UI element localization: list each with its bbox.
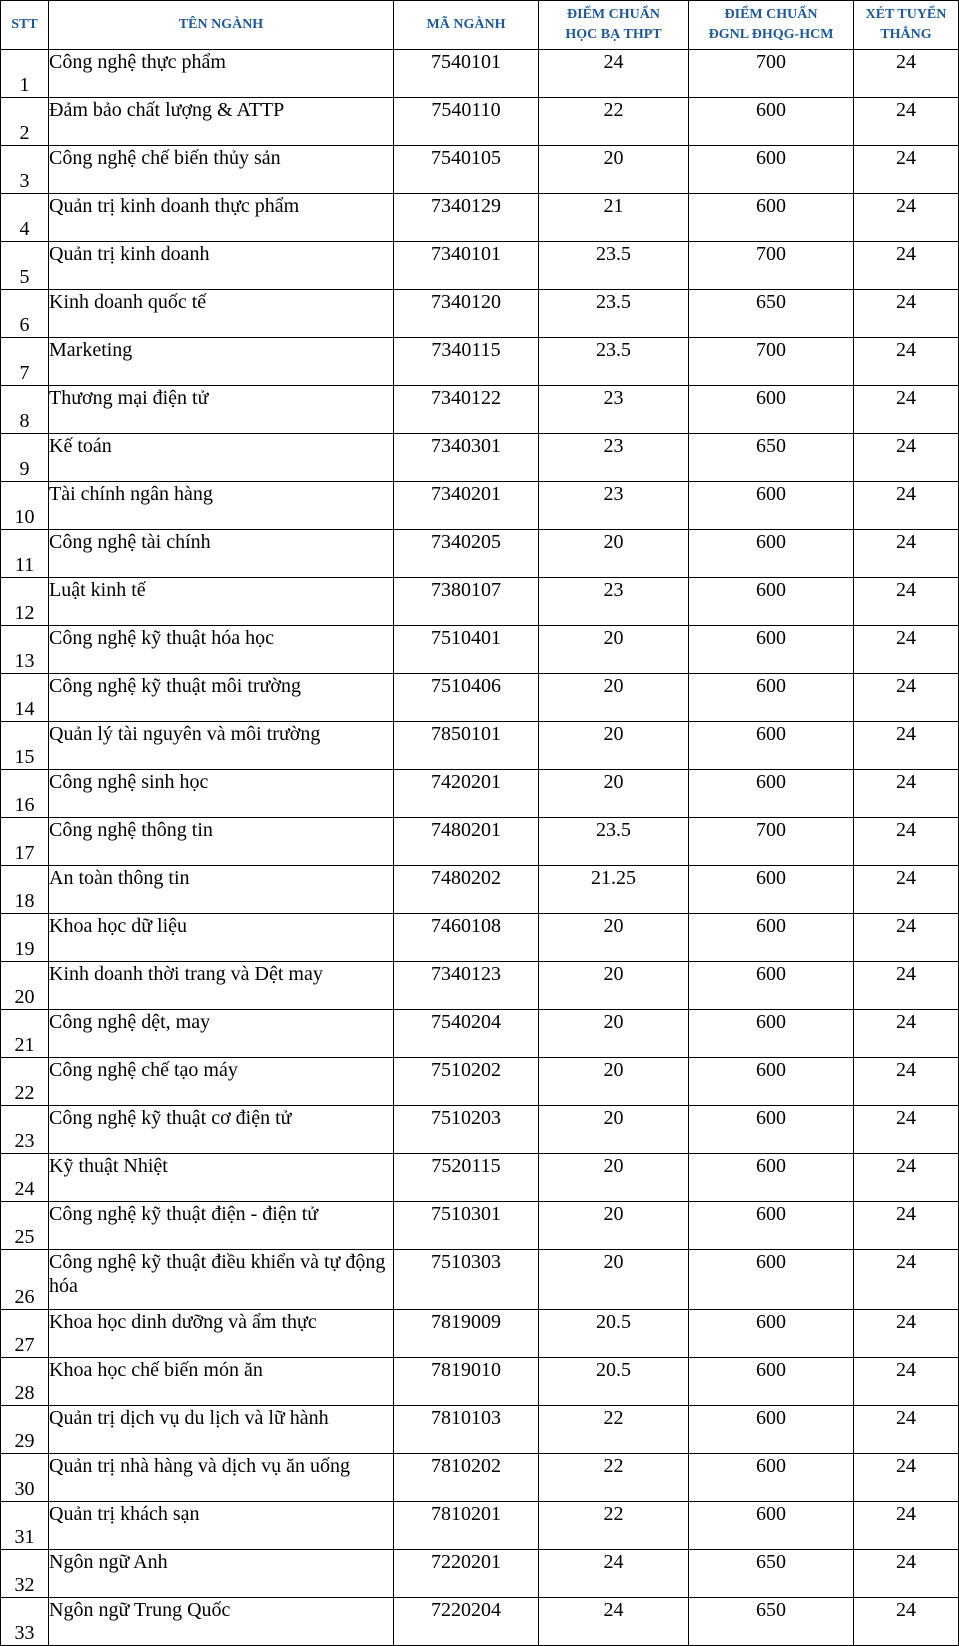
table-row [1, 1598, 959, 1646]
cell-major-code: 7480201 [394, 818, 539, 866]
cell-direct-admission: 24 [854, 290, 959, 338]
cell-hocba-score: 20 [539, 1058, 689, 1106]
cell-direct-admission: 24 [854, 482, 959, 530]
cell-major-name: Công nghệ dệt, may [49, 1010, 394, 1058]
table-row [1, 1250, 959, 1310]
cell-stt: 32 [1, 1550, 49, 1598]
cell-direct-admission: 24 [854, 1502, 959, 1550]
cell-direct-admission: 24 [854, 626, 959, 674]
cell-direct-admission: 24 [854, 1310, 959, 1358]
table-row [1, 914, 959, 962]
cell-hocba-score: 24 [539, 1550, 689, 1598]
cell-stt: 31 [1, 1502, 49, 1550]
cell-stt: 1 [1, 50, 49, 98]
cell-major-name: Khoa học dữ liệu [49, 914, 394, 962]
cell-stt: 3 [1, 146, 49, 194]
cell-hocba-score: 20 [539, 914, 689, 962]
cell-stt: 33 [1, 1598, 49, 1646]
cell-major-name: Công nghệ tài chính [49, 530, 394, 578]
table-row [1, 1106, 959, 1154]
cell-dgnl-score: 650 [689, 290, 854, 338]
table-row [1, 386, 959, 434]
cell-stt: 29 [1, 1406, 49, 1454]
cell-major-code: 7819009 [394, 1310, 539, 1358]
cell-dgnl-score: 600 [689, 1250, 854, 1310]
cell-hocba-score: 20 [539, 1250, 689, 1310]
cell-direct-admission: 24 [854, 1106, 959, 1154]
cell-dgnl-score: 600 [689, 386, 854, 434]
cell-hocba-score: 20 [539, 770, 689, 818]
cell-direct-admission: 24 [854, 146, 959, 194]
cell-stt: 17 [1, 818, 49, 866]
table-row [1, 818, 959, 866]
cell-major-code: 7819010 [394, 1358, 539, 1406]
cell-dgnl-score: 600 [689, 482, 854, 530]
table-row [1, 578, 959, 626]
cell-stt: 20 [1, 962, 49, 1010]
cell-major-code: 7340115 [394, 338, 539, 386]
table-row [1, 530, 959, 578]
table-row [1, 1502, 959, 1550]
cell-stt: 2 [1, 98, 49, 146]
cell-direct-admission: 24 [854, 530, 959, 578]
cell-major-name: Công nghệ sinh học [49, 770, 394, 818]
cell-dgnl-score: 650 [689, 434, 854, 482]
cell-hocba-score: 24 [539, 1598, 689, 1646]
cell-major-code: 7340101 [394, 242, 539, 290]
cell-dgnl-score: 600 [689, 674, 854, 722]
cell-dgnl-score: 650 [689, 1598, 854, 1646]
cell-hocba-score: 23.5 [539, 290, 689, 338]
cell-major-code: 7510401 [394, 626, 539, 674]
cell-dgnl-score: 600 [689, 98, 854, 146]
table-row [1, 1154, 959, 1202]
cell-major-name: Kinh doanh thời trang và Dệt may [49, 962, 394, 1010]
cell-major-name: Khoa học dinh dưỡng và ẩm thực [49, 1310, 394, 1358]
cell-stt: 14 [1, 674, 49, 722]
header-major-code: MÃ NGÀNH [394, 1, 539, 50]
cell-major-code: 7510203 [394, 1106, 539, 1154]
cell-dgnl-score: 700 [689, 338, 854, 386]
cell-major-name: Công nghệ kỹ thuật cơ điện tử [49, 1106, 394, 1154]
cell-major-name: Kinh doanh quốc tế [49, 290, 394, 338]
cell-major-code: 7510406 [394, 674, 539, 722]
cell-hocba-score: 20 [539, 1154, 689, 1202]
cell-dgnl-score: 600 [689, 530, 854, 578]
cell-major-name: Khoa học chế biến món ăn [49, 1358, 394, 1406]
cell-major-name: Công nghệ chế biến thủy sản [49, 146, 394, 194]
cell-stt: 26 [1, 1250, 49, 1310]
cell-major-name: Tài chính ngân hàng [49, 482, 394, 530]
cell-stt: 19 [1, 914, 49, 962]
cell-major-code: 7510301 [394, 1202, 539, 1250]
table-row [1, 242, 959, 290]
table-row [1, 1454, 959, 1502]
cell-hocba-score: 22 [539, 1454, 689, 1502]
cell-direct-admission: 24 [854, 1550, 959, 1598]
cell-direct-admission: 24 [854, 98, 959, 146]
cell-stt: 9 [1, 434, 49, 482]
table-row [1, 1406, 959, 1454]
cell-major-code: 7380107 [394, 578, 539, 626]
cell-direct-admission: 24 [854, 914, 959, 962]
cell-major-name: Thương mại điện tử [49, 386, 394, 434]
cell-direct-admission: 24 [854, 242, 959, 290]
cell-major-code: 7340122 [394, 386, 539, 434]
table-row [1, 1550, 959, 1598]
cell-stt: 23 [1, 1106, 49, 1154]
table-row [1, 962, 959, 1010]
cell-hocba-score: 22 [539, 1406, 689, 1454]
cell-dgnl-score: 600 [689, 1058, 854, 1106]
cell-major-name: Quản trị dịch vụ du lịch và lữ hành [49, 1406, 394, 1454]
cell-stt: 28 [1, 1358, 49, 1406]
cell-major-name: Công nghệ thực phẩm [49, 50, 394, 98]
cell-major-code: 7340201 [394, 482, 539, 530]
cell-dgnl-score: 600 [689, 578, 854, 626]
header-stt: STT [1, 1, 49, 50]
cell-direct-admission: 24 [854, 1058, 959, 1106]
cell-major-code: 7340120 [394, 290, 539, 338]
cell-stt: 24 [1, 1154, 49, 1202]
cell-major-name: An toàn thông tin [49, 866, 394, 914]
cell-direct-admission: 24 [854, 1406, 959, 1454]
cell-dgnl-score: 700 [689, 50, 854, 98]
header-hocba-score: ĐIỂM CHUẨN HỌC BẠ THPT [539, 1, 689, 50]
cell-direct-admission: 24 [854, 434, 959, 482]
cell-dgnl-score: 600 [689, 626, 854, 674]
cell-major-name: Ngôn ngữ Trung Quốc [49, 1598, 394, 1646]
cell-direct-admission: 24 [854, 1598, 959, 1646]
table-row [1, 1202, 959, 1250]
cell-stt: 11 [1, 530, 49, 578]
cell-dgnl-score: 600 [689, 962, 854, 1010]
cell-major-name: Công nghệ thông tin [49, 818, 394, 866]
cell-dgnl-score: 600 [689, 1358, 854, 1406]
cell-direct-admission: 24 [854, 1202, 959, 1250]
cell-hocba-score: 20 [539, 530, 689, 578]
cell-major-code: 7540204 [394, 1010, 539, 1058]
table-row [1, 1358, 959, 1406]
cell-hocba-score: 22 [539, 98, 689, 146]
cell-major-name: Công nghệ kỹ thuật môi trường [49, 674, 394, 722]
cell-major-name: Kế toán [49, 434, 394, 482]
cell-dgnl-score: 600 [689, 1406, 854, 1454]
cell-stt: 27 [1, 1310, 49, 1358]
cell-direct-admission: 24 [854, 386, 959, 434]
cell-dgnl-score: 600 [689, 146, 854, 194]
cell-major-code: 7510303 [394, 1250, 539, 1310]
cell-major-code: 7480202 [394, 866, 539, 914]
table-row [1, 1010, 959, 1058]
cell-major-name: Luật kinh tế [49, 578, 394, 626]
cell-major-code: 7340129 [394, 194, 539, 242]
cell-major-name: Công nghệ kỹ thuật điện - điện tử [49, 1202, 394, 1250]
cell-direct-admission: 24 [854, 338, 959, 386]
table-row [1, 1058, 959, 1106]
cell-dgnl-score: 600 [689, 914, 854, 962]
cell-hocba-score: 23 [539, 386, 689, 434]
table-row [1, 770, 959, 818]
cell-direct-admission: 24 [854, 194, 959, 242]
cell-major-name: Kỹ thuật Nhiệt [49, 1154, 394, 1202]
header-direct-admission: XÉT TUYỂN THẲNG [854, 1, 959, 50]
cell-major-name: Quản trị kinh doanh [49, 242, 394, 290]
cell-hocba-score: 20 [539, 1202, 689, 1250]
cell-hocba-score: 20.5 [539, 1310, 689, 1358]
cell-major-name: Quản trị nhà hàng và dịch vụ ăn uống [49, 1454, 394, 1502]
cell-dgnl-score: 600 [689, 722, 854, 770]
cell-dgnl-score: 600 [689, 1310, 854, 1358]
cell-hocba-score: 22 [539, 1502, 689, 1550]
cell-dgnl-score: 600 [689, 1106, 854, 1154]
cell-stt: 7 [1, 338, 49, 386]
cell-hocba-score: 23.5 [539, 338, 689, 386]
cell-major-code: 7540110 [394, 98, 539, 146]
table-row [1, 482, 959, 530]
cell-stt: 10 [1, 482, 49, 530]
cell-direct-admission: 24 [854, 770, 959, 818]
cell-major-code: 7810103 [394, 1406, 539, 1454]
cell-hocba-score: 23 [539, 578, 689, 626]
cell-major-name: Quản trị kinh doanh thực phẩm [49, 194, 394, 242]
cell-hocba-score: 20 [539, 146, 689, 194]
cell-hocba-score: 23 [539, 434, 689, 482]
table-row [1, 50, 959, 98]
cell-direct-admission: 24 [854, 1010, 959, 1058]
cell-direct-admission: 24 [854, 674, 959, 722]
cell-direct-admission: 24 [854, 866, 959, 914]
cell-dgnl-score: 600 [689, 194, 854, 242]
cell-dgnl-score: 700 [689, 818, 854, 866]
table-row [1, 626, 959, 674]
cell-hocba-score: 20 [539, 674, 689, 722]
table-row [1, 1310, 959, 1358]
cell-dgnl-score: 600 [689, 866, 854, 914]
cell-hocba-score: 23 [539, 482, 689, 530]
cell-major-name: Quản lý tài nguyên và môi trường [49, 722, 394, 770]
cell-direct-admission: 24 [854, 50, 959, 98]
cell-major-code: 7810202 [394, 1454, 539, 1502]
cell-direct-admission: 24 [854, 722, 959, 770]
cell-major-name: Công nghệ kỹ thuật điều khiển và tự động hóa [49, 1250, 394, 1310]
cell-stt: 15 [1, 722, 49, 770]
cell-hocba-score: 21.25 [539, 866, 689, 914]
cell-direct-admission: 24 [854, 1358, 959, 1406]
cell-direct-admission: 24 [854, 1454, 959, 1502]
cell-major-code: 7520115 [394, 1154, 539, 1202]
cell-dgnl-score: 600 [689, 1154, 854, 1202]
cell-hocba-score: 20 [539, 722, 689, 770]
cell-stt: 22 [1, 1058, 49, 1106]
cell-major-code: 7220204 [394, 1598, 539, 1646]
cell-stt: 18 [1, 866, 49, 914]
table-row [1, 722, 959, 770]
cell-hocba-score: 20 [539, 1010, 689, 1058]
cell-major-code: 7340205 [394, 530, 539, 578]
cell-hocba-score: 23.5 [539, 242, 689, 290]
cell-direct-admission: 24 [854, 962, 959, 1010]
cell-major-code: 7420201 [394, 770, 539, 818]
cell-stt: 30 [1, 1454, 49, 1502]
cell-major-name: Đảm bảo chất lượng & ATTP [49, 98, 394, 146]
table-row [1, 866, 959, 914]
cell-dgnl-score: 600 [689, 770, 854, 818]
cell-hocba-score: 20.5 [539, 1358, 689, 1406]
cell-direct-admission: 24 [854, 578, 959, 626]
header-row [1, 1, 959, 50]
cell-stt: 25 [1, 1202, 49, 1250]
cell-stt: 13 [1, 626, 49, 674]
cell-dgnl-score: 650 [689, 1550, 854, 1598]
table-row [1, 194, 959, 242]
cell-major-code: 7460108 [394, 914, 539, 962]
header-major-name: TÊN NGÀNH [49, 1, 394, 50]
header-dgnl-score: ĐIỂM CHUẨN ĐGNL ĐHQG-HCM [689, 1, 854, 50]
cell-stt: 16 [1, 770, 49, 818]
cell-direct-admission: 24 [854, 818, 959, 866]
cell-stt: 6 [1, 290, 49, 338]
cell-major-code: 7540101 [394, 50, 539, 98]
cell-major-code: 7510202 [394, 1058, 539, 1106]
cell-major-name: Công nghệ chế tạo máy [49, 1058, 394, 1106]
cell-direct-admission: 24 [854, 1154, 959, 1202]
cell-dgnl-score: 600 [689, 1454, 854, 1502]
cell-dgnl-score: 700 [689, 242, 854, 290]
cell-dgnl-score: 600 [689, 1202, 854, 1250]
cell-dgnl-score: 600 [689, 1010, 854, 1058]
cell-hocba-score: 21 [539, 194, 689, 242]
cell-hocba-score: 20 [539, 626, 689, 674]
cell-major-code: 7340301 [394, 434, 539, 482]
cell-major-code: 7340123 [394, 962, 539, 1010]
cell-major-code: 7810201 [394, 1502, 539, 1550]
cell-major-name: Quản trị khách sạn [49, 1502, 394, 1550]
cell-stt: 5 [1, 242, 49, 290]
cell-hocba-score: 20 [539, 962, 689, 1010]
cell-hocba-score: 20 [539, 1106, 689, 1154]
cell-stt: 4 [1, 194, 49, 242]
cell-hocba-score: 23.5 [539, 818, 689, 866]
table-row [1, 98, 959, 146]
cell-major-code: 7220201 [394, 1550, 539, 1598]
cell-hocba-score: 24 [539, 50, 689, 98]
cell-major-code: 7540105 [394, 146, 539, 194]
table-row [1, 674, 959, 722]
cell-stt: 12 [1, 578, 49, 626]
table-row [1, 146, 959, 194]
cell-stt: 21 [1, 1010, 49, 1058]
table-row [1, 338, 959, 386]
cell-dgnl-score: 600 [689, 1502, 854, 1550]
cell-major-name: Ngôn ngữ Anh [49, 1550, 394, 1598]
cell-major-name: Công nghệ kỹ thuật hóa học [49, 626, 394, 674]
table-row [1, 290, 959, 338]
cell-stt: 8 [1, 386, 49, 434]
cell-direct-admission: 24 [854, 1250, 959, 1310]
table-row [1, 434, 959, 482]
cell-major-name: Marketing [49, 338, 394, 386]
cell-major-code: 7850101 [394, 722, 539, 770]
